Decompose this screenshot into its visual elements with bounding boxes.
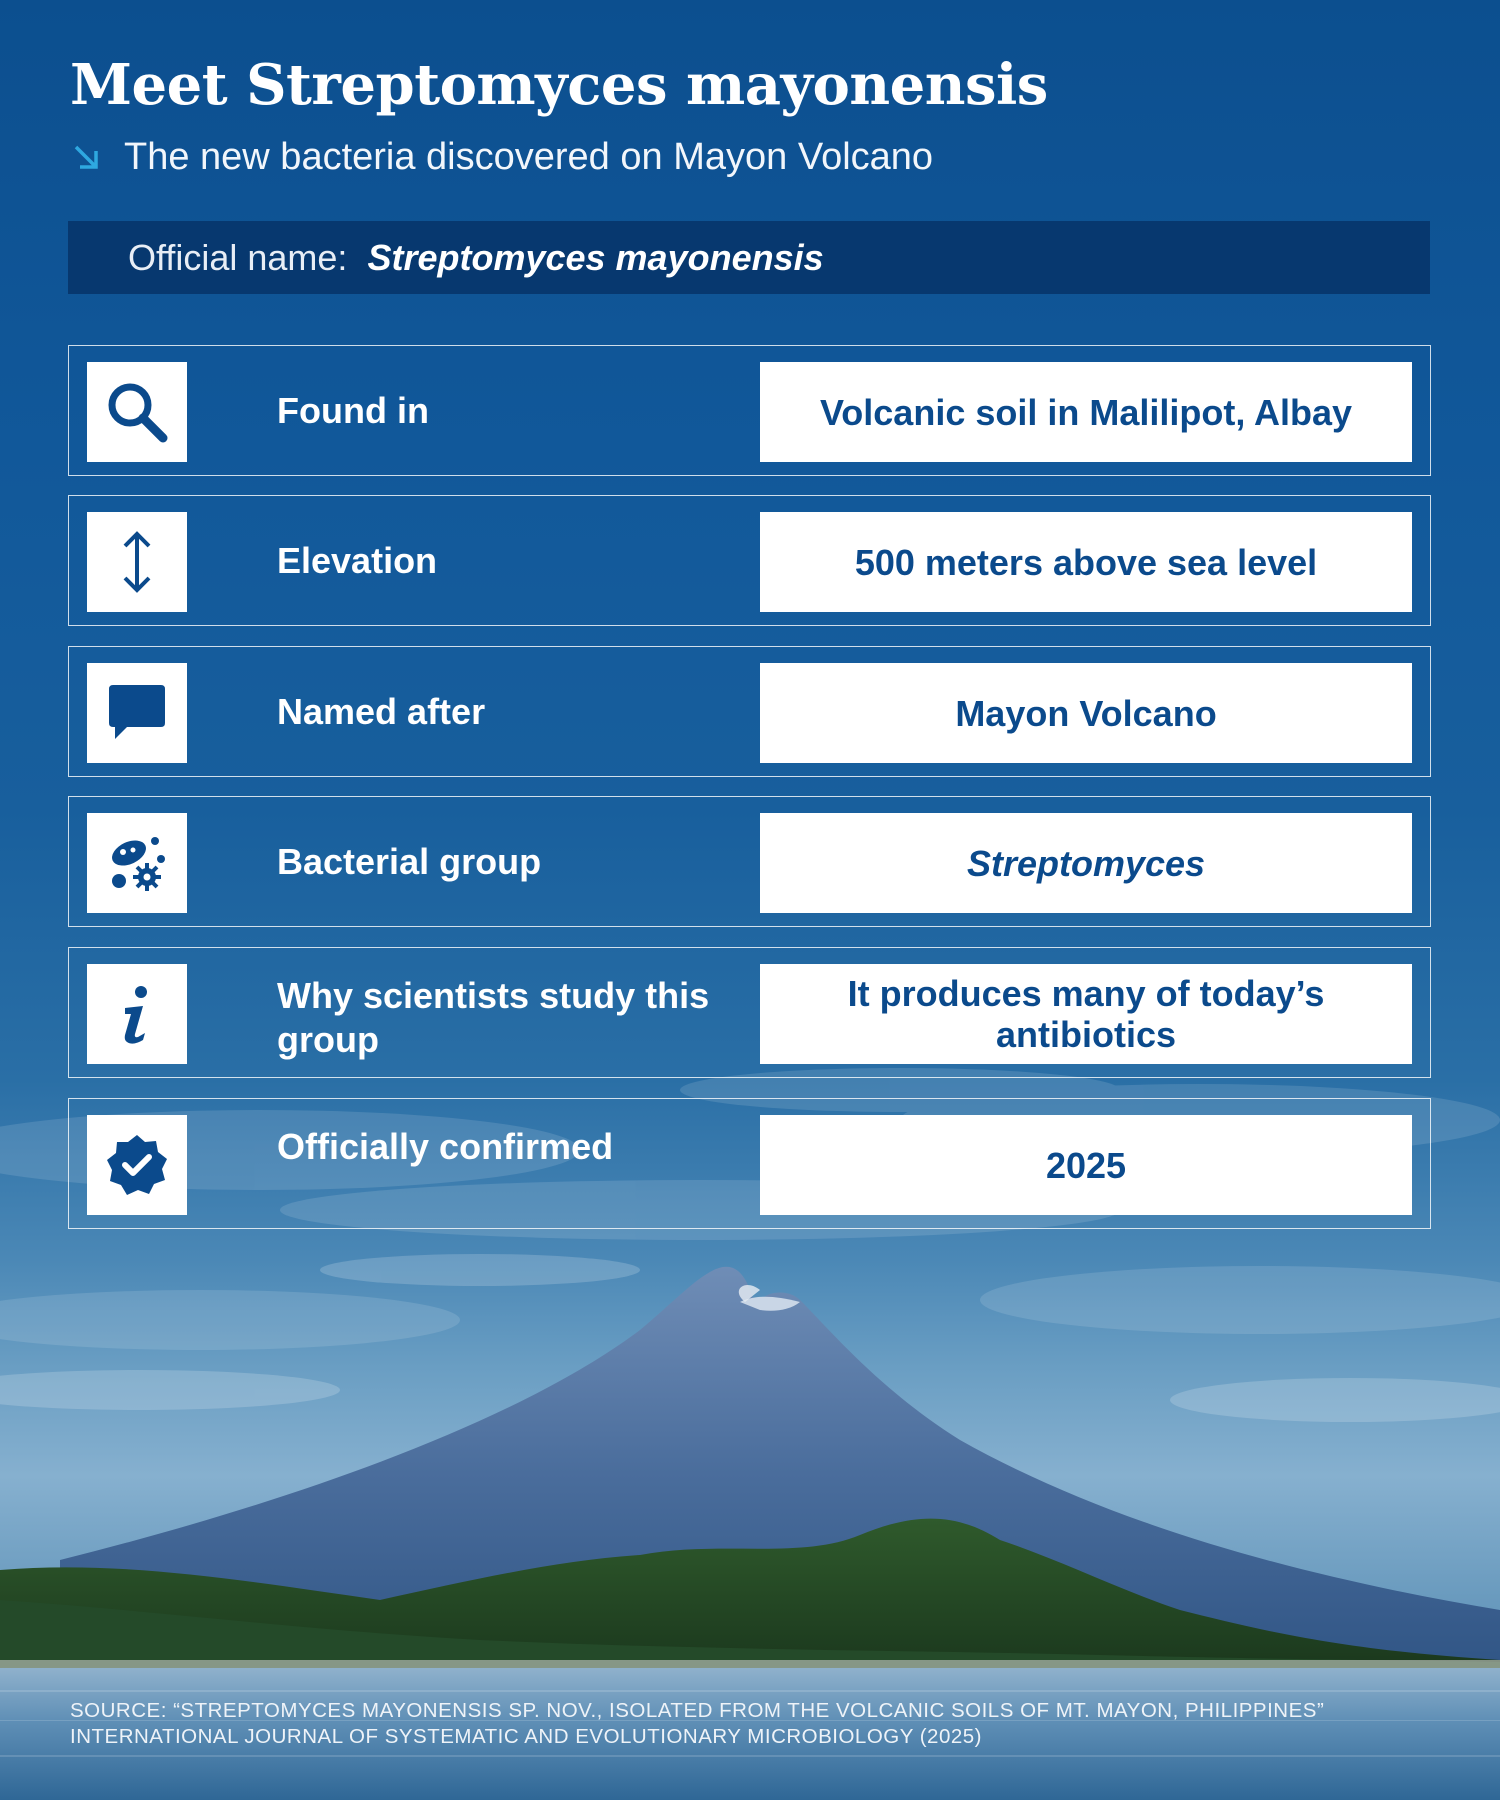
row-value: Mayon Volcano: [760, 663, 1412, 763]
official-name-value: Streptomyces mayonensis: [367, 236, 824, 278]
row-value: 2025: [760, 1115, 1412, 1215]
row-label: Named after: [277, 690, 486, 732]
source-line-2: INTERNATIONAL JOURNAL OF SYSTEMATIC AND EVOLUTIONARY MICROBIOLOGY (2025): [70, 1725, 982, 1748]
row-value: Streptomyces: [760, 813, 1412, 913]
subtitle: The new bacteria discovered on Mayon Volcano: [124, 136, 934, 178]
subtitle-row: [70, 136, 933, 179]
row-value: Volcanic soil in Malilipot, Albay: [760, 362, 1412, 462]
source-citation: [70, 1698, 1450, 1750]
info-row-why-study: [68, 947, 1431, 1078]
info-icon: [103, 980, 171, 1048]
page-title: Meet Streptomyces mayonensis: [70, 52, 1048, 118]
arrow-down-right-icon: [70, 141, 104, 175]
official-name-label: Official name:: [128, 236, 348, 278]
verified-badge-icon: [103, 1131, 171, 1199]
info-row-officially-confirmed: [68, 1098, 1431, 1229]
row-label: Found in: [277, 389, 429, 431]
row-label: Officially confirmed: [277, 1126, 614, 1167]
magnifier-icon: [103, 378, 171, 446]
official-name-bar: [68, 221, 1430, 294]
row-label: Why scientists study this group: [277, 975, 710, 1060]
source-line-1: SOURCE: “STREPTOMYCES MAYONENSIS SP. NOV., ISOLATED FROM THE VOLCANIC SOILS OF MT. MAYON, PHILIPPINES”: [70, 1699, 1325, 1722]
info-row-elevation: [68, 495, 1431, 626]
bacteria-icon: [103, 829, 171, 897]
info-row-found-in: [68, 345, 1431, 476]
row-value: It produces many of today’s antibiotics: [760, 964, 1412, 1064]
row-value: 500 meters above sea level: [760, 512, 1412, 612]
speech-bubble-icon: [103, 679, 171, 747]
row-label: Elevation: [277, 539, 438, 581]
info-row-bacterial-group: [68, 796, 1431, 927]
vertical-arrows-icon: [103, 528, 171, 596]
row-label: Bacterial group: [277, 840, 542, 882]
info-row-named-after: [68, 646, 1431, 777]
